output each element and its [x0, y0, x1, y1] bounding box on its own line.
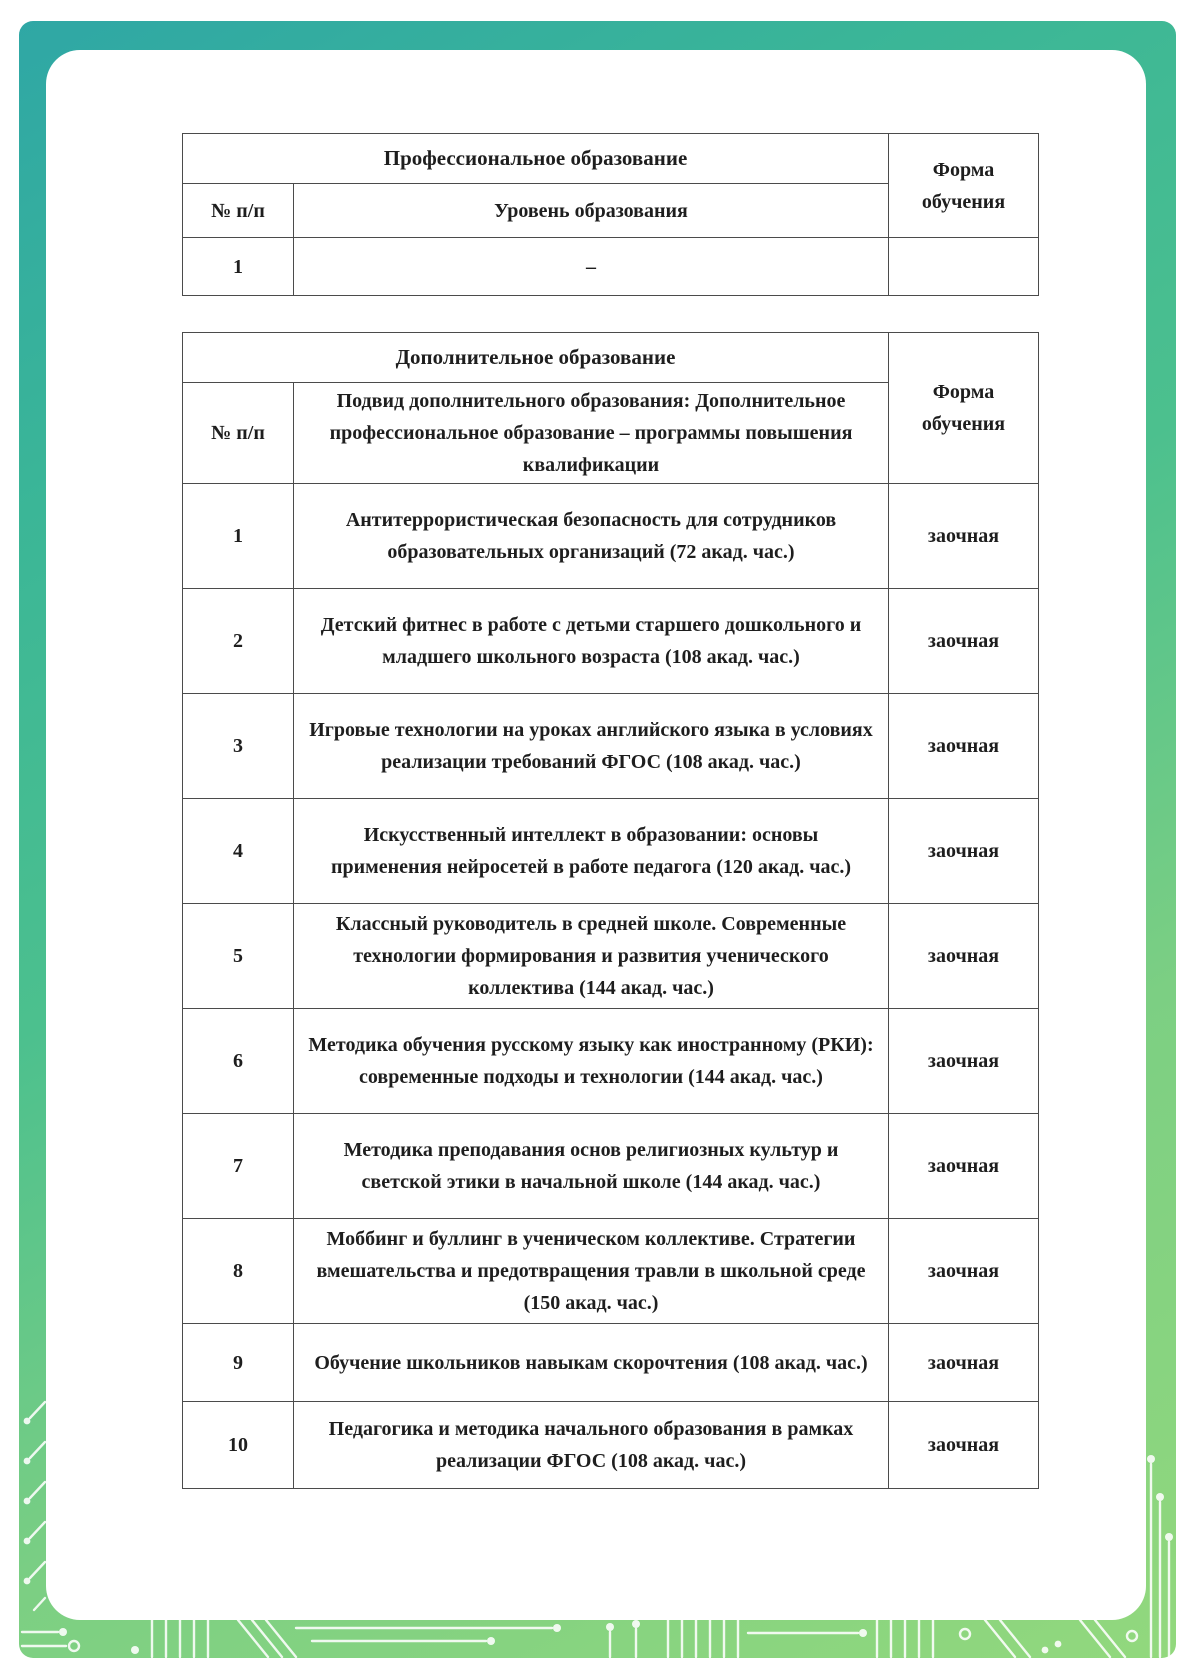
program-name-cell: Антитеррористическая безопасность для сотрудников образовательных организаций (72 акад. час.)	[294, 484, 889, 589]
form-value-cell: заочная	[889, 589, 1039, 694]
table1-level-header: Уровень образования	[294, 184, 889, 238]
row-number-cell: 6	[183, 1009, 294, 1114]
program-name-cell: Игровые технологии на уроках английского языка в условиях реализации требований ФГОС (108 акад. час.)	[294, 694, 889, 799]
row-number-cell: 10	[183, 1402, 294, 1489]
program-name-cell: Искусственный интеллект в образовании: основы применения нейросетей в работе педагога (120 акад. час.)	[294, 799, 889, 904]
form-value-cell: заочная	[889, 484, 1039, 589]
program-name-cell: Методика преподавания основ религиозных культур и светской этики в начальной школе (144 акад. час.)	[294, 1114, 889, 1219]
table-row	[183, 1219, 1039, 1324]
form-value-cell: заочная	[889, 1324, 1039, 1402]
form-value-cell: заочная	[889, 799, 1039, 904]
table-row	[183, 238, 1039, 296]
program-name-cell: Детский фитнес в работе с детьми старшего дошкольного и младшего школьного возраста (108 акад. час.)	[294, 589, 889, 694]
professional-education-table	[182, 133, 1039, 296]
table2-title: Дополнительное образование	[183, 333, 889, 383]
form-value-cell: заочная	[889, 1114, 1039, 1219]
table-row	[183, 1402, 1039, 1489]
program-name-cell: Классный руководитель в средней школе. Современные технологии формирования и развития ученического коллектива (144 акад. час.)	[294, 904, 889, 1009]
row-number-cell: 1	[183, 484, 294, 589]
form-value-cell	[889, 238, 1039, 296]
table-row	[183, 694, 1039, 799]
form-value-cell: заочная	[889, 694, 1039, 799]
row-number-cell: 1	[183, 238, 294, 296]
additional-education-table	[182, 332, 1039, 1489]
row-number-cell: 5	[183, 904, 294, 1009]
table1-title: Профессиональное образование	[183, 134, 889, 184]
row-number-cell: 3	[183, 694, 294, 799]
program-name-cell: Обучение школьников навыкам скорочтения (108 акад. час.)	[294, 1324, 889, 1402]
table-row	[183, 904, 1039, 1009]
table1-num-header: № п/п	[183, 184, 294, 238]
row-number-cell: 4	[183, 799, 294, 904]
row-number-cell: 8	[183, 1219, 294, 1324]
row-number-cell: 9	[183, 1324, 294, 1402]
program-name-cell: Методика обучения русскому языку как иностранному (РКИ): современные подходы и технологии (144 акад. час.)	[294, 1009, 889, 1114]
row-number-cell: 7	[183, 1114, 294, 1219]
table-row	[183, 1009, 1039, 1114]
table-row	[183, 589, 1039, 694]
form-value-cell: заочная	[889, 1402, 1039, 1489]
table-row	[183, 799, 1039, 904]
table-row	[183, 1114, 1039, 1219]
table2-num-header: № п/п	[183, 383, 294, 484]
table-row	[183, 484, 1039, 589]
program-name-cell: Педагогика и методика начального образования в рамках реализации ФГОС (108 акад. час.)	[294, 1402, 889, 1489]
form-value-cell: заочная	[889, 1009, 1039, 1114]
table2-subtype-header: Подвид дополнительного образования: Дополнительное профессиональное образование – программы повышения квалификации	[294, 383, 889, 484]
form-value-cell: заочная	[889, 904, 1039, 1009]
level-value-cell: –	[294, 238, 889, 296]
table-row	[183, 1324, 1039, 1402]
table2-form-header: Форма обучения	[889, 333, 1039, 484]
form-value-cell: заочная	[889, 1219, 1039, 1324]
row-number-cell: 2	[183, 589, 294, 694]
program-name-cell: Моббинг и буллинг в ученическом коллективе. Стратегии вмешательства и предотвращения травли в школьной среде (150 акад. час.)	[294, 1219, 889, 1324]
table1-form-header: Форма обучения	[889, 134, 1039, 238]
